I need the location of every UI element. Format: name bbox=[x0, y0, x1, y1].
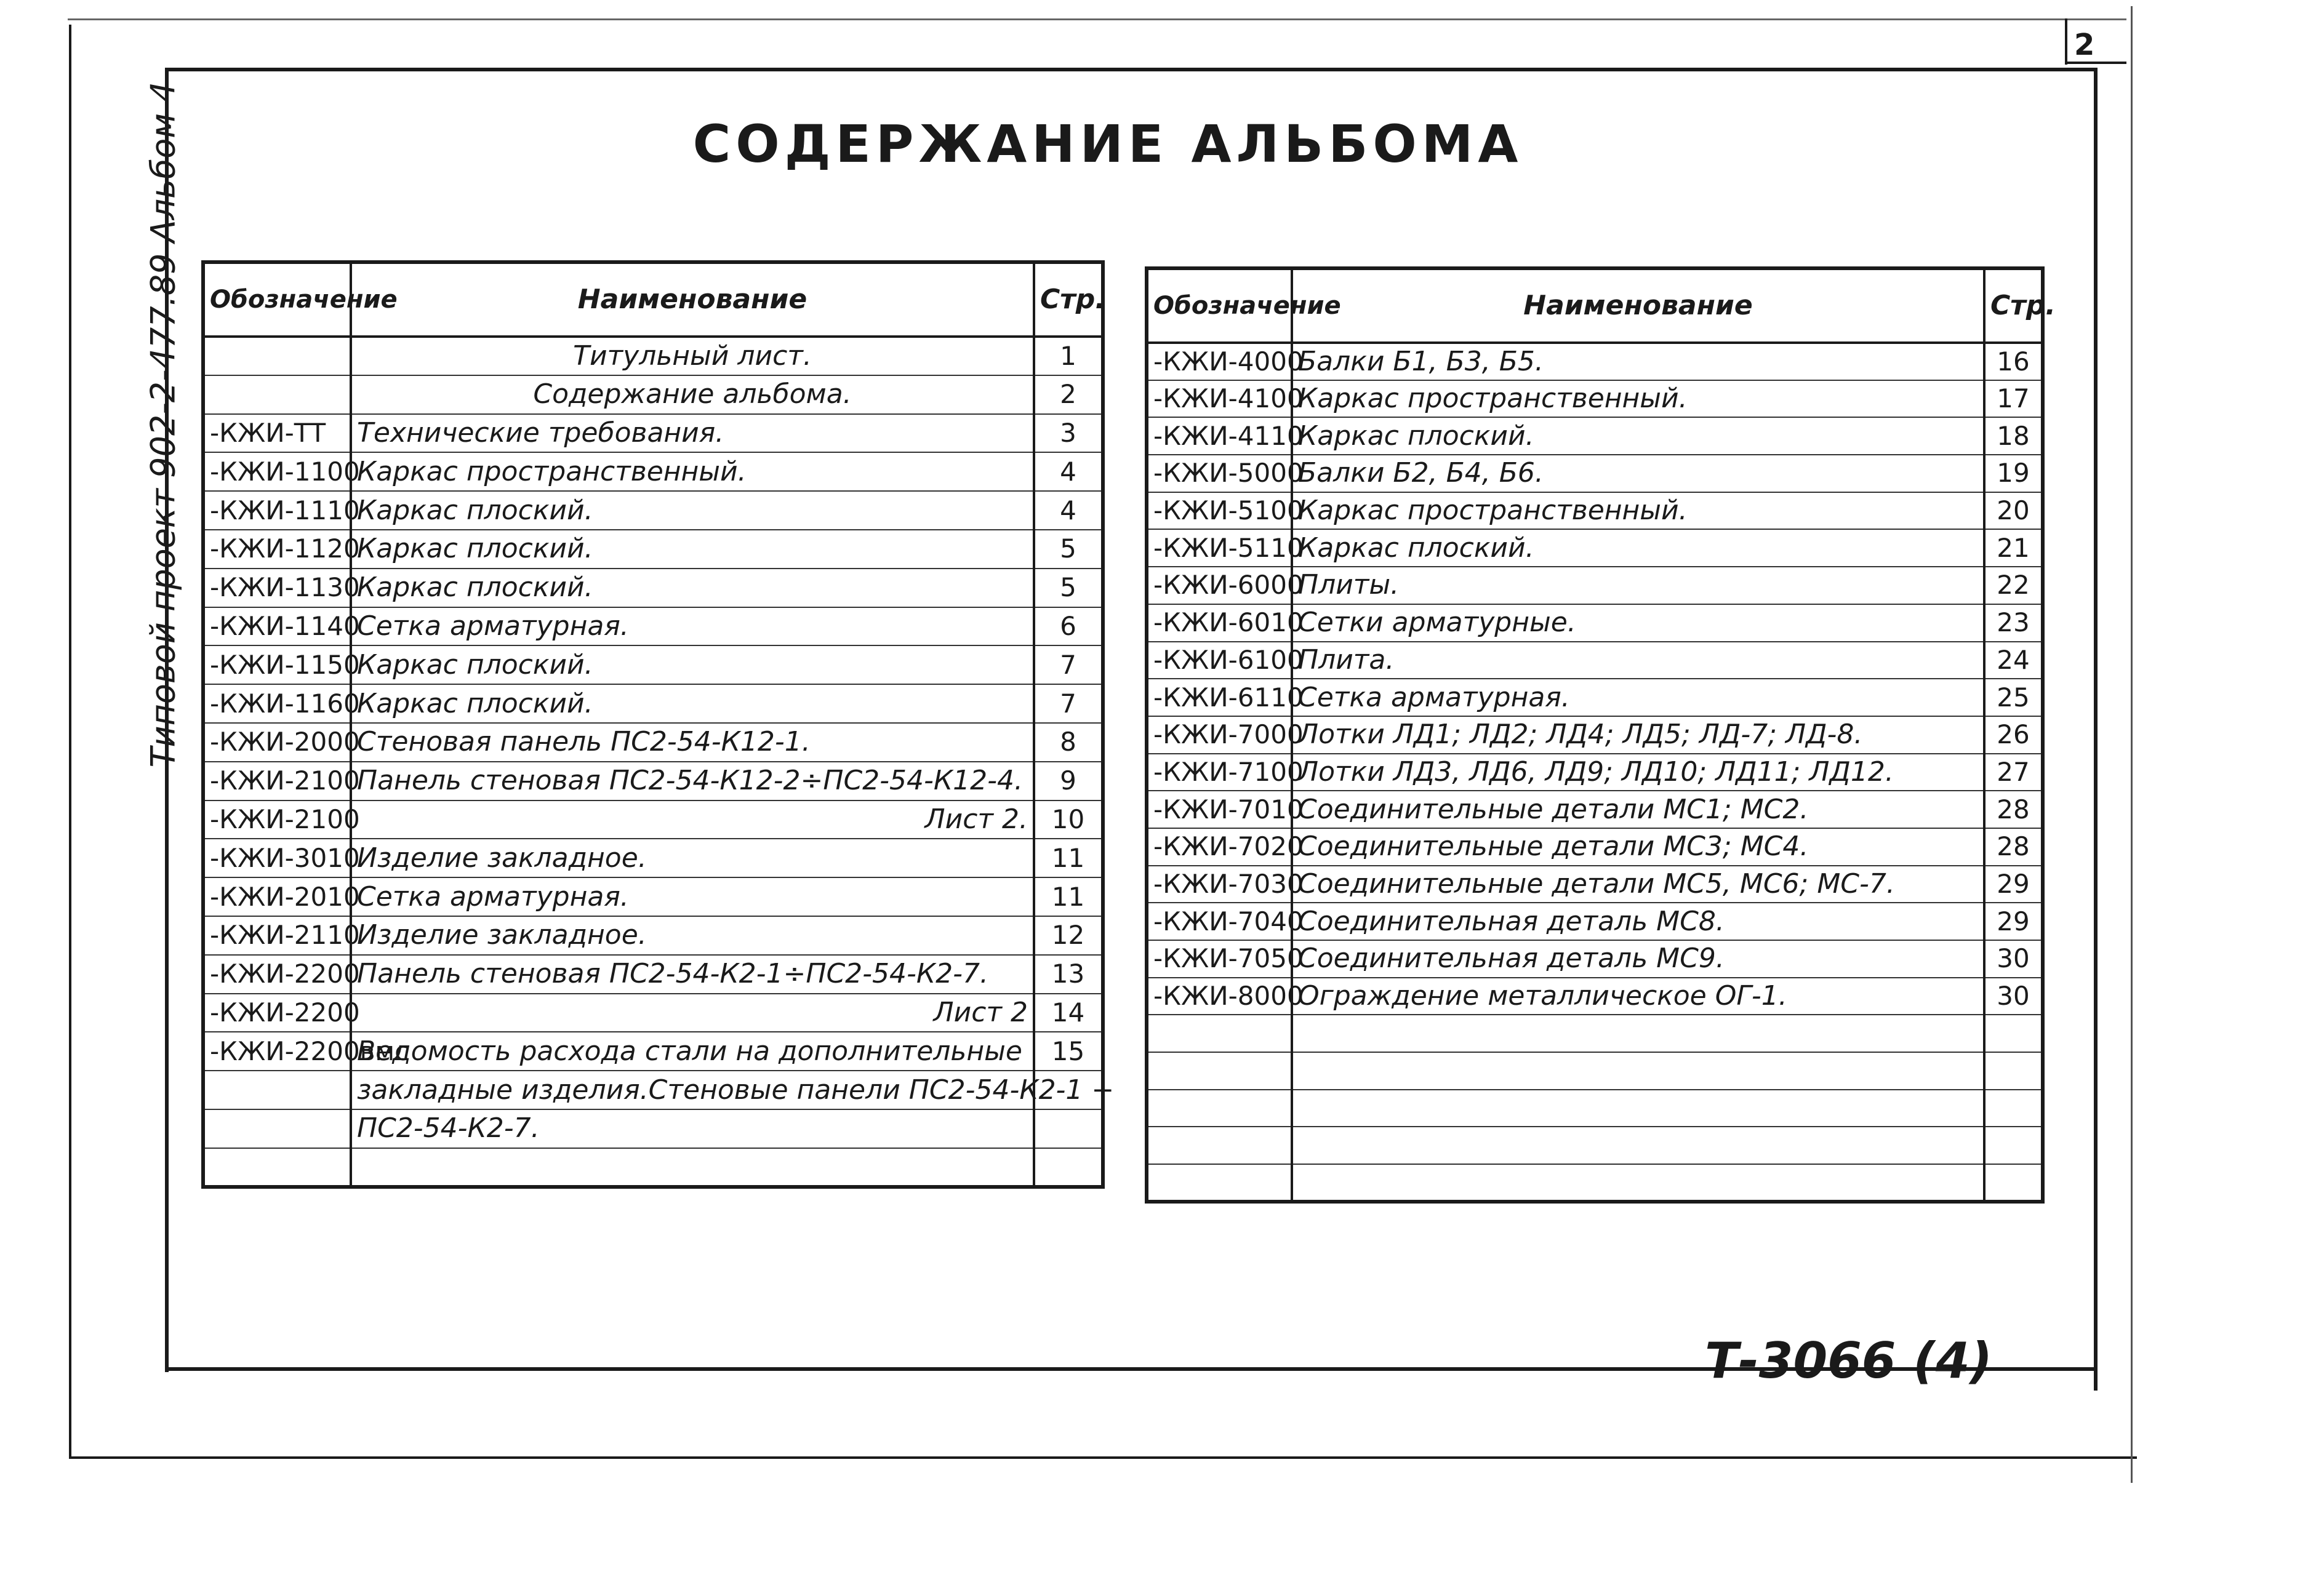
row-page: 23 bbox=[1984, 604, 2043, 642]
row-code bbox=[1147, 1052, 1292, 1090]
row-name: Сетка арматурная. bbox=[351, 877, 1034, 916]
row-name: Стеновая панель ПС2-54-К12-1. bbox=[351, 723, 1034, 762]
row-page: 21 bbox=[1984, 529, 2043, 567]
row-code: -КЖИ-ТТ bbox=[203, 414, 351, 453]
row-page: 2 bbox=[1034, 375, 1103, 414]
table-row bbox=[203, 491, 1103, 530]
table-row bbox=[1147, 1127, 2043, 1164]
table-row bbox=[203, 452, 1103, 491]
row-code: -КЖИ-4100 bbox=[1147, 380, 1292, 418]
row-name: Сетка арматурная. bbox=[1292, 679, 1984, 716]
row-page: 8 bbox=[1034, 723, 1103, 762]
row-name: Плиты. bbox=[1292, 567, 1984, 604]
row-code: -КЖИ-6110 bbox=[1147, 679, 1292, 716]
row-code: -КЖИ-2200 bbox=[203, 994, 351, 1032]
row-page: 29 bbox=[1984, 866, 2043, 903]
row-page bbox=[1984, 1164, 2043, 1202]
row-name: Соединительные детали МС1; МС2. bbox=[1292, 791, 1984, 828]
row-code: -КЖИ-4000 bbox=[1147, 343, 1292, 380]
row-page: 26 bbox=[1984, 716, 2043, 754]
row-name: Соединительные детали МС3; МС4. bbox=[1292, 828, 1984, 866]
row-code: -КЖИ-7010 bbox=[1147, 791, 1292, 828]
table-row bbox=[1147, 866, 2043, 903]
row-page: 1 bbox=[1034, 337, 1103, 375]
table-row bbox=[1147, 567, 2043, 604]
row-code bbox=[1147, 1015, 1292, 1052]
row-name: Лотки ЛД3, ЛД6, ЛД9; ЛД10; ЛД11; ЛД12. bbox=[1292, 754, 1984, 791]
row-name: Ведомость расхода стали на дополнительные bbox=[351, 1032, 1034, 1071]
table-row bbox=[203, 530, 1103, 569]
table-row bbox=[203, 955, 1103, 994]
table-row bbox=[1147, 978, 2043, 1015]
row-name: Титульный лист. bbox=[351, 337, 1034, 375]
row-name: ПС2-54-К2-7. bbox=[351, 1109, 1034, 1148]
table-row bbox=[203, 994, 1103, 1032]
table-row bbox=[1147, 1015, 2043, 1052]
row-code: -КЖИ-7050 bbox=[1147, 940, 1292, 978]
table-row bbox=[203, 607, 1103, 646]
row-page: 24 bbox=[1984, 642, 2043, 679]
table-row bbox=[203, 839, 1103, 877]
table-row bbox=[1147, 1052, 2043, 1090]
row-name: Панель стеновая ПС2-54-К12-2÷ПС2-54-К12-4. bbox=[351, 762, 1034, 800]
table-row bbox=[1147, 1164, 2043, 1202]
outer-frame-top bbox=[68, 18, 2126, 20]
column-header-code: Обозначение bbox=[1147, 268, 1292, 343]
row-name: Каркас плоский. bbox=[351, 491, 1034, 530]
row-page: 19 bbox=[1984, 455, 2043, 492]
row-page: 6 bbox=[1034, 607, 1103, 646]
table-row bbox=[1147, 828, 2043, 866]
table-row bbox=[203, 645, 1103, 684]
row-page: 13 bbox=[1034, 955, 1103, 994]
table-header-row bbox=[203, 262, 1103, 337]
row-name: Технические требования. bbox=[351, 414, 1034, 453]
row-name: Панель стеновая ПС2-54-К2-1÷ПС2-54-К2-7. bbox=[351, 955, 1034, 994]
table-row bbox=[203, 569, 1103, 607]
row-page: 30 bbox=[1984, 978, 2043, 1015]
row-page: 15 bbox=[1034, 1032, 1103, 1071]
row-code: -КЖИ-7000 bbox=[1147, 716, 1292, 754]
outer-frame-right bbox=[2131, 6, 2133, 1483]
row-name: Каркас пространственный. bbox=[1292, 380, 1984, 418]
row-name bbox=[1292, 1090, 1984, 1127]
inner-frame-top bbox=[165, 68, 2098, 71]
row-name: Изделие закладное. bbox=[351, 916, 1034, 955]
row-name: Соединительная деталь МС9. bbox=[1292, 940, 1984, 978]
toc-table-left bbox=[201, 260, 1115, 1189]
column-header-name: Наименование bbox=[351, 262, 1034, 337]
row-page bbox=[1984, 1015, 2043, 1052]
row-page: 9 bbox=[1034, 762, 1103, 800]
table-row bbox=[1147, 716, 2043, 754]
row-page: 4 bbox=[1034, 491, 1103, 530]
row-page bbox=[1034, 1109, 1103, 1148]
row-name bbox=[351, 1148, 1034, 1187]
row-page bbox=[1984, 1052, 2043, 1090]
table-row bbox=[203, 800, 1103, 839]
row-code: -КЖИ-7040 bbox=[1147, 903, 1292, 940]
row-page: 17 bbox=[1984, 380, 2043, 418]
row-code: -КЖИ-8000 bbox=[1147, 978, 1292, 1015]
row-page bbox=[1984, 1090, 2043, 1127]
row-name: Лист 2 bbox=[351, 994, 1034, 1032]
row-page: 16 bbox=[1984, 343, 2043, 380]
row-code: -КЖИ-6010 bbox=[1147, 604, 1292, 642]
table-row bbox=[1147, 455, 2043, 492]
row-page: 14 bbox=[1034, 994, 1103, 1032]
row-page: 11 bbox=[1034, 839, 1103, 877]
table-row bbox=[1147, 754, 2043, 791]
table-row bbox=[203, 337, 1103, 375]
row-code bbox=[203, 1071, 351, 1109]
table-row bbox=[1147, 1090, 2043, 1127]
row-page: 27 bbox=[1984, 754, 2043, 791]
row-page: 11 bbox=[1034, 877, 1103, 916]
row-page: 29 bbox=[1984, 903, 2043, 940]
row-code: -КЖИ-6000 bbox=[1147, 567, 1292, 604]
row-code bbox=[1147, 1127, 1292, 1164]
row-code: -КЖИ-1110 bbox=[203, 491, 351, 530]
row-page: 7 bbox=[1034, 645, 1103, 684]
row-page: 5 bbox=[1034, 569, 1103, 607]
row-code: -КЖИ-6100 bbox=[1147, 642, 1292, 679]
table-row bbox=[1147, 903, 2043, 940]
row-name bbox=[1292, 1052, 1984, 1090]
row-page: 3 bbox=[1034, 414, 1103, 453]
row-code: -КЖИ-1150 bbox=[203, 645, 351, 684]
row-name: Балки Б1, Б3, Б5. bbox=[1292, 343, 1984, 380]
archive-stamp: Т-3066 (4) bbox=[1705, 1332, 1993, 1389]
row-name: закладные изделия.Стеновые панели ПС2-54-К2-1 ÷ bbox=[351, 1071, 1034, 1109]
table-row bbox=[203, 723, 1103, 762]
row-code: -КЖИ-1100 bbox=[203, 452, 351, 491]
outer-frame-bottom bbox=[69, 1456, 2137, 1459]
row-name: Каркас плоский. bbox=[1292, 529, 1984, 567]
table-row bbox=[1147, 417, 2043, 455]
inner-frame-right bbox=[2094, 68, 2098, 1391]
row-name: Соединительные детали МС5, МС6; МС-7. bbox=[1292, 866, 1984, 903]
row-name: Каркас плоский. bbox=[1292, 417, 1984, 455]
row-page bbox=[1984, 1127, 2043, 1164]
table-header-row bbox=[1147, 268, 2043, 343]
row-code: -КЖИ-2100 bbox=[203, 762, 351, 800]
row-name bbox=[1292, 1164, 1984, 1202]
row-code: -КЖИ-5000 bbox=[1147, 455, 1292, 492]
row-name: Лист 2. bbox=[351, 800, 1034, 839]
table-row bbox=[1147, 492, 2043, 530]
row-code bbox=[203, 375, 351, 414]
row-name: Сетка арматурная. bbox=[351, 607, 1034, 646]
table-row bbox=[1147, 343, 2043, 380]
table-row bbox=[1147, 679, 2043, 716]
table-row bbox=[203, 375, 1103, 414]
table-row bbox=[203, 1032, 1103, 1071]
row-page: 28 bbox=[1984, 791, 2043, 828]
row-name: Соединительная деталь МС8. bbox=[1292, 903, 1984, 940]
table-row bbox=[203, 1109, 1103, 1148]
row-code bbox=[203, 1109, 351, 1148]
row-code: -КЖИ-4110 bbox=[1147, 417, 1292, 455]
row-page: 20 bbox=[1984, 492, 2043, 530]
row-name: Каркас плоский. bbox=[351, 530, 1034, 569]
table-row bbox=[203, 684, 1103, 723]
row-code bbox=[203, 337, 351, 375]
table-row bbox=[203, 916, 1103, 955]
row-name bbox=[1292, 1015, 1984, 1052]
row-name: Лотки ЛД1; ЛД2; ЛД4; ЛД5; ЛД-7; ЛД-8. bbox=[1292, 716, 1984, 754]
row-code bbox=[1147, 1164, 1292, 1202]
row-name: Балки Б2, Б4, Б6. bbox=[1292, 455, 1984, 492]
row-page: 5 bbox=[1034, 530, 1103, 569]
table-row bbox=[1147, 380, 2043, 418]
row-name: Каркас пространственный. bbox=[351, 452, 1034, 491]
row-code: -КЖИ-5110 bbox=[1147, 529, 1292, 567]
table-row bbox=[1147, 791, 2043, 828]
row-name: Каркас пространственный. bbox=[1292, 492, 1984, 530]
table-row bbox=[1147, 529, 2043, 567]
column-header-code: Обозначение bbox=[203, 262, 351, 337]
row-name: Содержание альбома. bbox=[351, 375, 1034, 414]
row-code: -КЖИ-2200 bbox=[203, 955, 351, 994]
table-row bbox=[203, 414, 1103, 453]
row-code: -КЖИ-1160 bbox=[203, 684, 351, 723]
row-code: -КЖИ-2110 bbox=[203, 916, 351, 955]
row-code: -КЖИ-7020 bbox=[1147, 828, 1292, 866]
row-code: -КЖИ-2200вмс bbox=[203, 1032, 351, 1071]
row-page: 7 bbox=[1034, 684, 1103, 723]
row-code: -КЖИ-1130 bbox=[203, 569, 351, 607]
row-code: -КЖИ-2010 bbox=[203, 877, 351, 916]
row-code: -КЖИ-3010 bbox=[203, 839, 351, 877]
row-page: 10 bbox=[1034, 800, 1103, 839]
row-code: -КЖИ-1140 bbox=[203, 607, 351, 646]
page-title: СОДЕРЖАНИЕ АЛЬБОМА bbox=[692, 114, 1523, 174]
row-name bbox=[1292, 1127, 1984, 1164]
outer-frame-left bbox=[69, 25, 71, 1458]
table-row bbox=[1147, 604, 2043, 642]
row-name: Изделие закладное. bbox=[351, 839, 1034, 877]
row-name: Плита. bbox=[1292, 642, 1984, 679]
row-page: 22 bbox=[1984, 567, 2043, 604]
table-row bbox=[203, 1148, 1103, 1187]
row-name: Каркас плоский. bbox=[351, 684, 1034, 723]
table-row bbox=[1147, 642, 2043, 679]
row-code: -КЖИ-1120 bbox=[203, 530, 351, 569]
row-page: 12 bbox=[1034, 916, 1103, 955]
corner-box-left bbox=[2065, 18, 2067, 65]
row-page: 4 bbox=[1034, 452, 1103, 491]
row-page: 30 bbox=[1984, 940, 2043, 978]
row-code: -КЖИ-7030 bbox=[1147, 866, 1292, 903]
row-code: -КЖИ-5100 bbox=[1147, 492, 1292, 530]
column-header-page: Стр. bbox=[1034, 262, 1103, 337]
row-name: Каркас плоский. bbox=[351, 645, 1034, 684]
row-name: Каркас плоский. bbox=[351, 569, 1034, 607]
row-code: -КЖИ-7100 bbox=[1147, 754, 1292, 791]
table-row bbox=[203, 1071, 1103, 1109]
column-header-page: Стр. bbox=[1984, 268, 2043, 343]
row-page: 28 bbox=[1984, 828, 2043, 866]
row-page: 25 bbox=[1984, 679, 2043, 716]
toc-table-right bbox=[1145, 266, 2056, 1204]
table-row bbox=[1147, 940, 2043, 978]
row-name: Сетки арматурные. bbox=[1292, 604, 1984, 642]
row-name: Ограждение металлическое ОГ-1. bbox=[1292, 978, 1984, 1015]
row-page: 18 bbox=[1984, 417, 2043, 455]
page-number: 2 bbox=[2074, 28, 2095, 62]
table-row bbox=[203, 877, 1103, 916]
table-row bbox=[203, 762, 1103, 800]
row-code bbox=[1147, 1090, 1292, 1127]
row-code: -КЖИ-2000 bbox=[203, 723, 351, 762]
row-page bbox=[1034, 1148, 1103, 1187]
row-code bbox=[203, 1148, 351, 1187]
side-label: Типовой проект 902-2-477.89 Альбом 4 bbox=[143, 81, 183, 768]
column-header-name: Наименование bbox=[1292, 268, 1984, 343]
row-code: -КЖИ-2100 bbox=[203, 800, 351, 839]
